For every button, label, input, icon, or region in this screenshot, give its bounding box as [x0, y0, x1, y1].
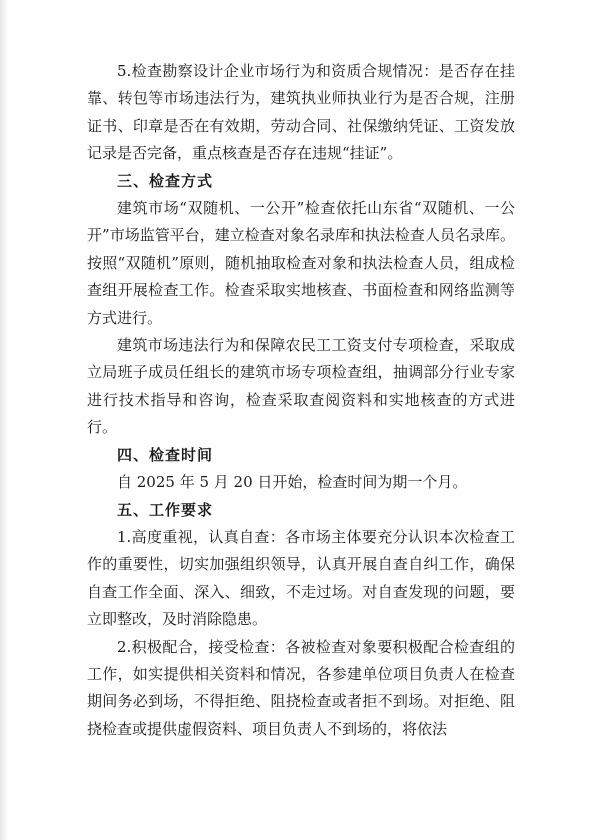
paragraph-special-inspection: 建筑市场违法行为和保障农民工工资支付专项检查，采取成立局班子成员任组长的建筑市场专项检查组，抽调部分行业专家进行技术指导和咨询，检查采取查阅资料和实地核查的方式进行。	[87, 336, 515, 437]
paragraph-item-5: 5.检查勘察设计企业市场行为和资质合规情况：是否存在挂靠、转包等市场违法行为，建筑执业师执业行为是否合规，注册证书、印章是否在有效期，劳动合同、社保缴纳凭证、工资发放记录是否完备，重点核查是否存在违规“挂证”。	[87, 62, 515, 163]
section-heading-work-requirements: 五、工作要求	[117, 500, 214, 519]
paragraph-inspection-time: 自 2025 年 5 月 20 日开始，检查时间为期一个月。	[117, 473, 468, 492]
section-heading-inspection-method: 三、检查方式	[117, 171, 214, 190]
paragraph-requirement-2: 2.积极配合，接受检查：各被检查对象要积极配合检查组的工作，如实提供相关资料和情况，各参建单位项目负责人在检查期间务必到场，不得拒绝、阻挠检查或者拒不到场。对拒绝、阻挠检查或提供虚假资料、项目负责人不到场的，将依法	[87, 637, 515, 738]
paragraph-requirement-1: 1.高度重视，认真自查：各市场主体要充分认识本次检查工作的重要性，切实加强组织领导，认真开展自查自纠工作，确保自查工作全面、深入、细致，不走过场。对自查发现的问题，要立即整改，及时消除隐患。	[87, 527, 515, 629]
paragraph-double-random: 建筑市场“双随机、一公开”检查依托山东省“双随机、一公开”市场监管平台，建立检查对象名录库和执法检查人员名录库。按照“双随机”原则，随机抽取检查对象和执法检查人员，组成检查组开展检查工作。检查采取实地核查、书面检查和网络监测等方式进行。	[87, 199, 515, 327]
section-heading-inspection-time: 四、检查时间	[117, 445, 214, 464]
